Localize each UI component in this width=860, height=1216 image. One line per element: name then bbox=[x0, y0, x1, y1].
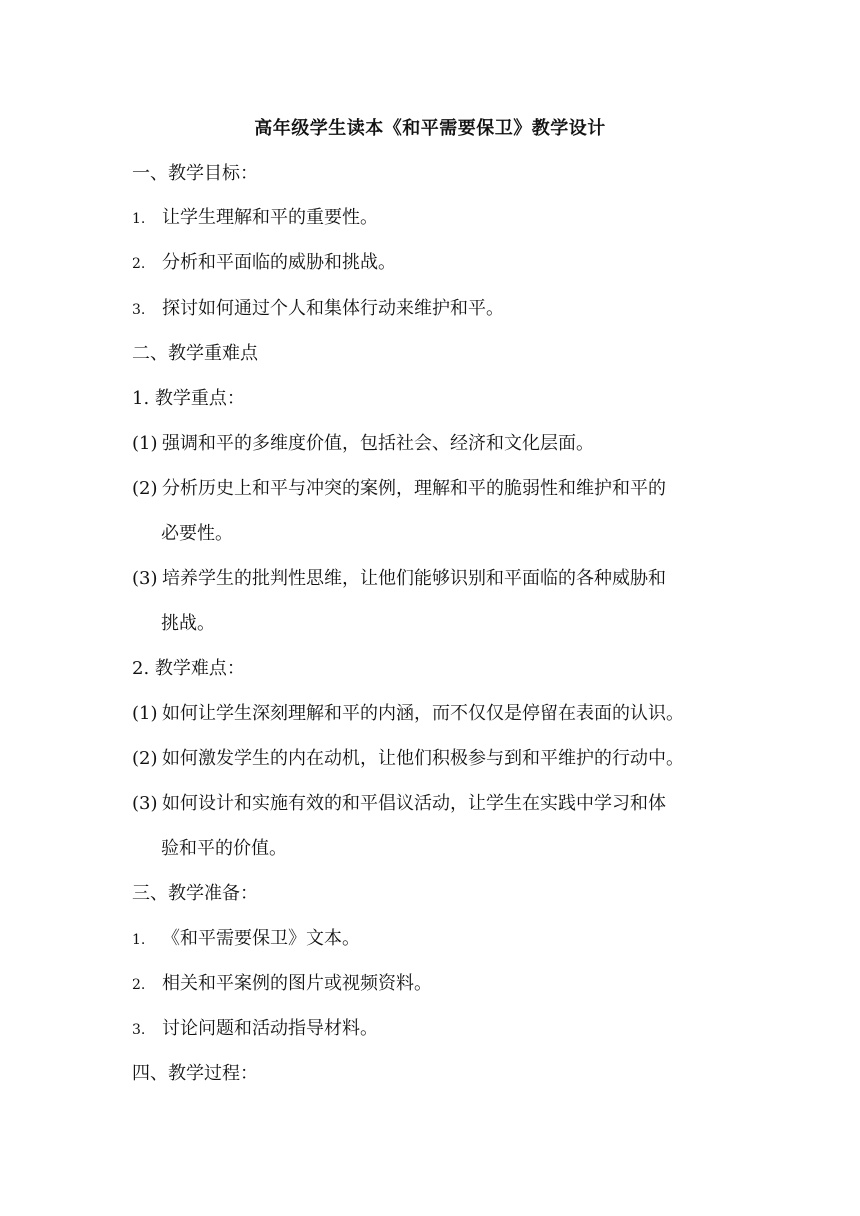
document-title: 高年级学生读本《和平需要保卫》教学设计 bbox=[254, 118, 606, 139]
focus-item bbox=[132, 431, 594, 457]
item-text: 《和平需要保卫》文本。 bbox=[162, 928, 360, 949]
item-number: 2. bbox=[132, 977, 146, 993]
item-number: 3. bbox=[132, 302, 146, 318]
item-number: (3) bbox=[132, 793, 158, 814]
item-text: 如何激发学生的内在动机，让他们积极参与到和平维护的行动中。 bbox=[162, 748, 684, 769]
item-number: 1. bbox=[132, 211, 146, 227]
item-number: (2) bbox=[132, 478, 158, 499]
item-text: 培养学生的批判性思维，让他们能够识别和平面临的各种威胁和 bbox=[162, 568, 666, 589]
difficulty-item bbox=[132, 791, 666, 817]
difficulty-item bbox=[132, 746, 684, 772]
section1-heading: 一、教学目标： bbox=[132, 163, 258, 184]
focus-item-continuation: 挑战。 bbox=[161, 613, 215, 634]
item-text: 如何让学生深刻理解和平的内涵，而不仅仅是停留在表面的认识。 bbox=[162, 703, 684, 724]
item-text: 如何设计和实施有效的和平倡议活动，让学生在实践中学习和体 bbox=[162, 793, 666, 814]
preparation-item bbox=[132, 926, 360, 953]
item-number: (1) bbox=[132, 703, 158, 724]
objective-item bbox=[132, 250, 396, 277]
difficulty-item-continuation: 验和平的价值。 bbox=[161, 838, 287, 859]
section3-heading: 三、教学准备： bbox=[132, 883, 258, 904]
focus-item bbox=[132, 476, 666, 502]
item-number: (3) bbox=[132, 568, 158, 589]
section2-heading: 二、教学重难点 bbox=[132, 343, 258, 364]
item-number: (2) bbox=[132, 748, 158, 769]
focus-label: 1. 教学重点： bbox=[132, 388, 245, 409]
focus-item bbox=[132, 566, 666, 592]
difficulty-item bbox=[132, 701, 684, 727]
item-number: 1. bbox=[132, 932, 146, 948]
item-text: 让学生理解和平的重要性。 bbox=[162, 207, 378, 228]
objective-item bbox=[132, 296, 504, 323]
item-text: 相关和平案例的图片或视频资料。 bbox=[162, 973, 432, 994]
preparation-item bbox=[132, 971, 432, 998]
item-text: 强调和平的多维度价值，包括社会、经济和文化层面。 bbox=[162, 433, 594, 454]
preparation-item bbox=[132, 1016, 378, 1043]
item-number: 3. bbox=[132, 1022, 146, 1038]
section4-heading: 四、教学过程： bbox=[132, 1063, 258, 1084]
item-number: (1) bbox=[132, 433, 158, 454]
item-text: 分析和平面临的威胁和挑战。 bbox=[162, 252, 396, 273]
item-number: 2. bbox=[132, 256, 146, 272]
item-text: 探讨如何通过个人和集体行动来维护和平。 bbox=[162, 298, 504, 319]
focus-item-continuation: 必要性。 bbox=[161, 523, 233, 544]
objective-item bbox=[132, 205, 378, 232]
difficulty-label: 2. 教学难点： bbox=[132, 658, 245, 679]
item-text: 讨论问题和活动指导材料。 bbox=[162, 1018, 378, 1039]
item-text: 分析历史上和平与冲突的案例，理解和平的脆弱性和维护和平的 bbox=[162, 478, 666, 499]
